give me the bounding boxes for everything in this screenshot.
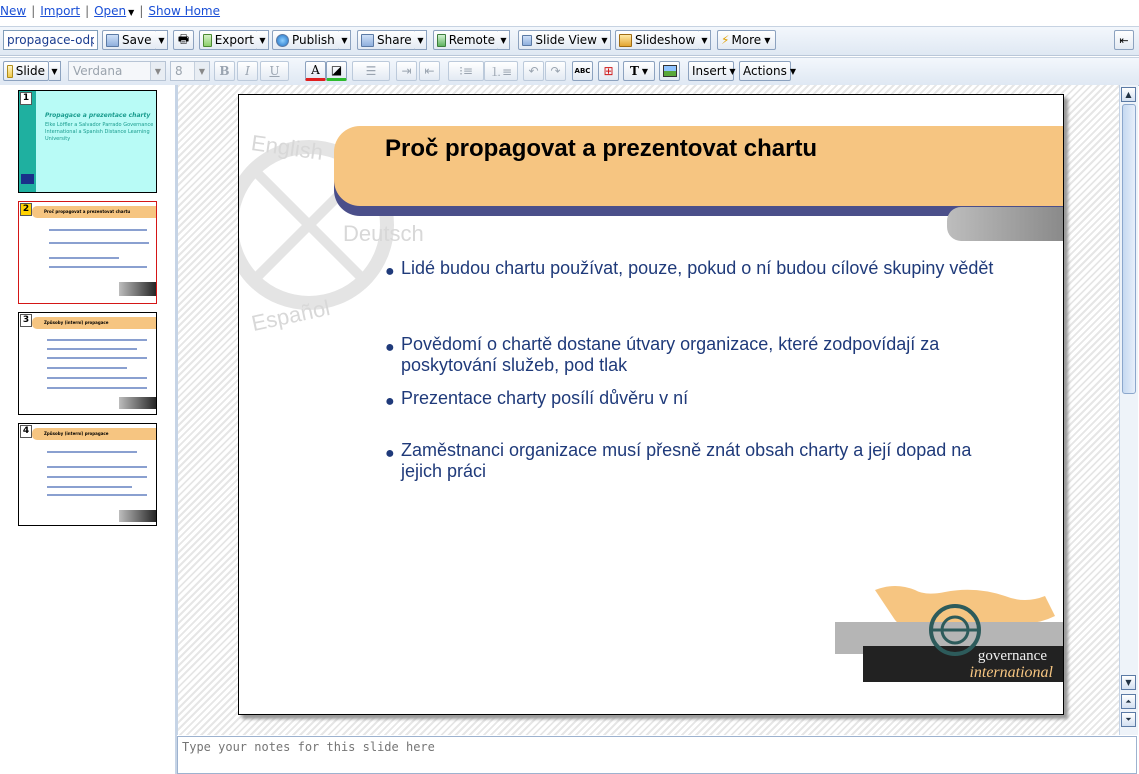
slide-thumbnails-panel (0, 85, 177, 774)
format-toolbar (0, 57, 1139, 86)
export-dropdown-button[interactable]: ▼ (257, 30, 269, 50)
text-box-button[interactable]: T ▼ (623, 61, 655, 81)
share-dropdown-button[interactable]: ▼ (415, 30, 427, 50)
scrollbar-thumb[interactable] (1122, 104, 1136, 394)
remote-dropdown-button[interactable]: ▼ (498, 30, 510, 50)
bullet-item: ● Povědomí o chartě dostane útvary organizace, které zodpovídají za poskytování služeb, pod tlak (385, 334, 940, 375)
collapse-icon: ⇤ (1119, 33, 1129, 47)
chevron-down-icon: ▼ (194, 62, 209, 80)
slide-view-dropdown-button[interactable]: ▼ (599, 30, 611, 50)
new-link[interactable]: New (0, 4, 27, 18)
slide-thumbnail-1[interactable]: 1 Propagace a prezentace charty Elke Löffler a Salvador Parrado Governance International a Spanish Distance Learning University (18, 90, 157, 193)
table-button[interactable] (598, 61, 619, 81)
double-chevron-down-icon: ⏷ (1125, 714, 1132, 724)
floppy-disk-icon (106, 34, 119, 47)
open-dropdown-icon[interactable]: ▼ (128, 8, 135, 17)
slide-title[interactable]: Proč propagovat a prezentovat chartu (385, 135, 818, 162)
next-slide-button[interactable] (1121, 712, 1136, 727)
spellcheck-button[interactable]: ABC (572, 61, 593, 81)
bullet-item: ● Zaměstnanci organizace musí přesně znát obsah charty a její dopad na jejich práci (385, 440, 972, 481)
watermark-deutsch: Deutsch (343, 221, 424, 246)
export-icon (203, 34, 212, 47)
more-button[interactable]: ⚡ More ▼ (717, 30, 776, 50)
numbered-list-button[interactable] (484, 61, 518, 81)
table-icon: ⊞ (603, 64, 614, 78)
font-color-button[interactable]: A (305, 61, 326, 81)
indent-button[interactable] (396, 61, 417, 81)
fill-color-button[interactable] (326, 61, 347, 81)
bullet-list-icon: ⁝≡ (459, 64, 473, 78)
chevron-down-icon: ▼ (1125, 678, 1132, 687)
underline-button[interactable]: U (260, 61, 289, 81)
scroll-down-button[interactable] (1121, 675, 1136, 690)
remote-button[interactable]: Remote (433, 30, 499, 50)
font-family-select[interactable]: Verdana ▼ (68, 61, 166, 81)
slideshow-dropdown-button[interactable]: ▼ (699, 30, 711, 50)
slideshow-button[interactable]: Slideshow (615, 30, 700, 50)
indent-icon: ⇥ (401, 64, 412, 78)
vertical-scrollbar[interactable] (1119, 85, 1138, 735)
remote-icon (437, 34, 446, 47)
slide-thumbnail-3[interactable]: 3 Způsoby (interní) propagace (18, 312, 157, 415)
new-slide-icon (7, 65, 13, 78)
slide-editor (177, 85, 1119, 735)
bullet-list-button[interactable] (448, 61, 484, 81)
bullet-dot-icon: ● (385, 393, 395, 410)
italic-button[interactable]: I (237, 61, 258, 81)
slide-thumbnail-2[interactable]: 2 Proč propagovat a prezentovat chartu (18, 201, 157, 304)
governance-international-logo: governance international (835, 580, 1063, 690)
share-icon (361, 34, 374, 47)
grey-accent-bar (947, 207, 1063, 241)
redo-icon: ↷ (550, 64, 561, 78)
previous-slide-button[interactable] (1121, 694, 1136, 709)
publish-dropdown-button[interactable]: ▼ (339, 30, 351, 50)
slide-view-button[interactable]: Slide View (518, 30, 601, 50)
align-button[interactable] (352, 61, 390, 81)
redo-button[interactable] (545, 61, 566, 81)
picture-icon (663, 65, 677, 77)
undo-icon: ↶ (528, 64, 539, 78)
lightning-icon: ⚡ (721, 33, 730, 47)
save-dropdown-button[interactable]: ▼ (156, 30, 168, 50)
bullet-item: ● Prezentace charty posílí důvěru v ní (385, 388, 689, 410)
slide-thumbnail-4[interactable]: 4 Způsoby (interní) propagace (18, 423, 157, 526)
scroll-up-button[interactable] (1121, 87, 1136, 102)
watermark-english: English (249, 130, 325, 165)
save-button[interactable]: Save (102, 30, 157, 50)
image-button[interactable] (659, 61, 680, 81)
slideshow-icon (619, 34, 632, 47)
outdent-button[interactable] (419, 61, 440, 81)
font-size-select[interactable]: 8 ▼ (170, 61, 210, 81)
print-button[interactable] (173, 30, 194, 50)
paint-bucket-icon: ◪ (330, 63, 343, 77)
bullet-list[interactable] (385, 258, 1005, 482)
bullet-dot-icon: ● (385, 339, 395, 356)
slide-view-icon (522, 35, 532, 46)
slide-button[interactable]: Slide (3, 61, 49, 81)
undo-button[interactable] (523, 61, 544, 81)
numbered-list-icon: ⒈≡ (489, 64, 513, 79)
slide-dropdown-button[interactable]: ▼ (49, 61, 61, 81)
bullet-item: ● Lidé budou chartu používat, pouze, pokud o ní budou cílové skupiny vědět (385, 258, 994, 280)
share-button[interactable]: Share (357, 30, 416, 50)
import-link[interactable]: Import (40, 4, 81, 18)
chevron-up-icon: ▲ (1125, 90, 1132, 99)
printer-icon: 🖶 (177, 31, 190, 46)
double-chevron-up-icon: ⏶ (1125, 696, 1132, 706)
bold-button[interactable]: B (214, 61, 235, 81)
publish-button[interactable]: Publish (272, 30, 340, 50)
chevron-down-icon: ▼ (150, 62, 165, 80)
align-left-icon: ☰ (365, 64, 377, 78)
top-links: New | Import | Open ▼ | Show Home (0, 4, 221, 18)
open-link[interactable]: Open (94, 4, 127, 18)
watermark-espanol: Español (249, 295, 333, 337)
show-home-link[interactable]: Show Home (148, 4, 221, 18)
bullet-dot-icon: ● (385, 263, 395, 280)
globe-icon (276, 34, 289, 47)
insert-menu-button[interactable]: Insert ▼ (688, 61, 734, 81)
main-toolbar (0, 26, 1139, 56)
outdent-icon: ⇤ (424, 64, 435, 78)
bullet-dot-icon: ● (385, 445, 395, 462)
speaker-notes-input[interactable] (177, 736, 1137, 774)
collapse-button[interactable] (1114, 30, 1134, 50)
document-name-input[interactable] (3, 30, 98, 50)
export-button[interactable]: Export (199, 30, 258, 50)
slide-canvas[interactable] (238, 94, 1064, 715)
actions-menu-button[interactable]: Actions ▼ (739, 61, 791, 81)
